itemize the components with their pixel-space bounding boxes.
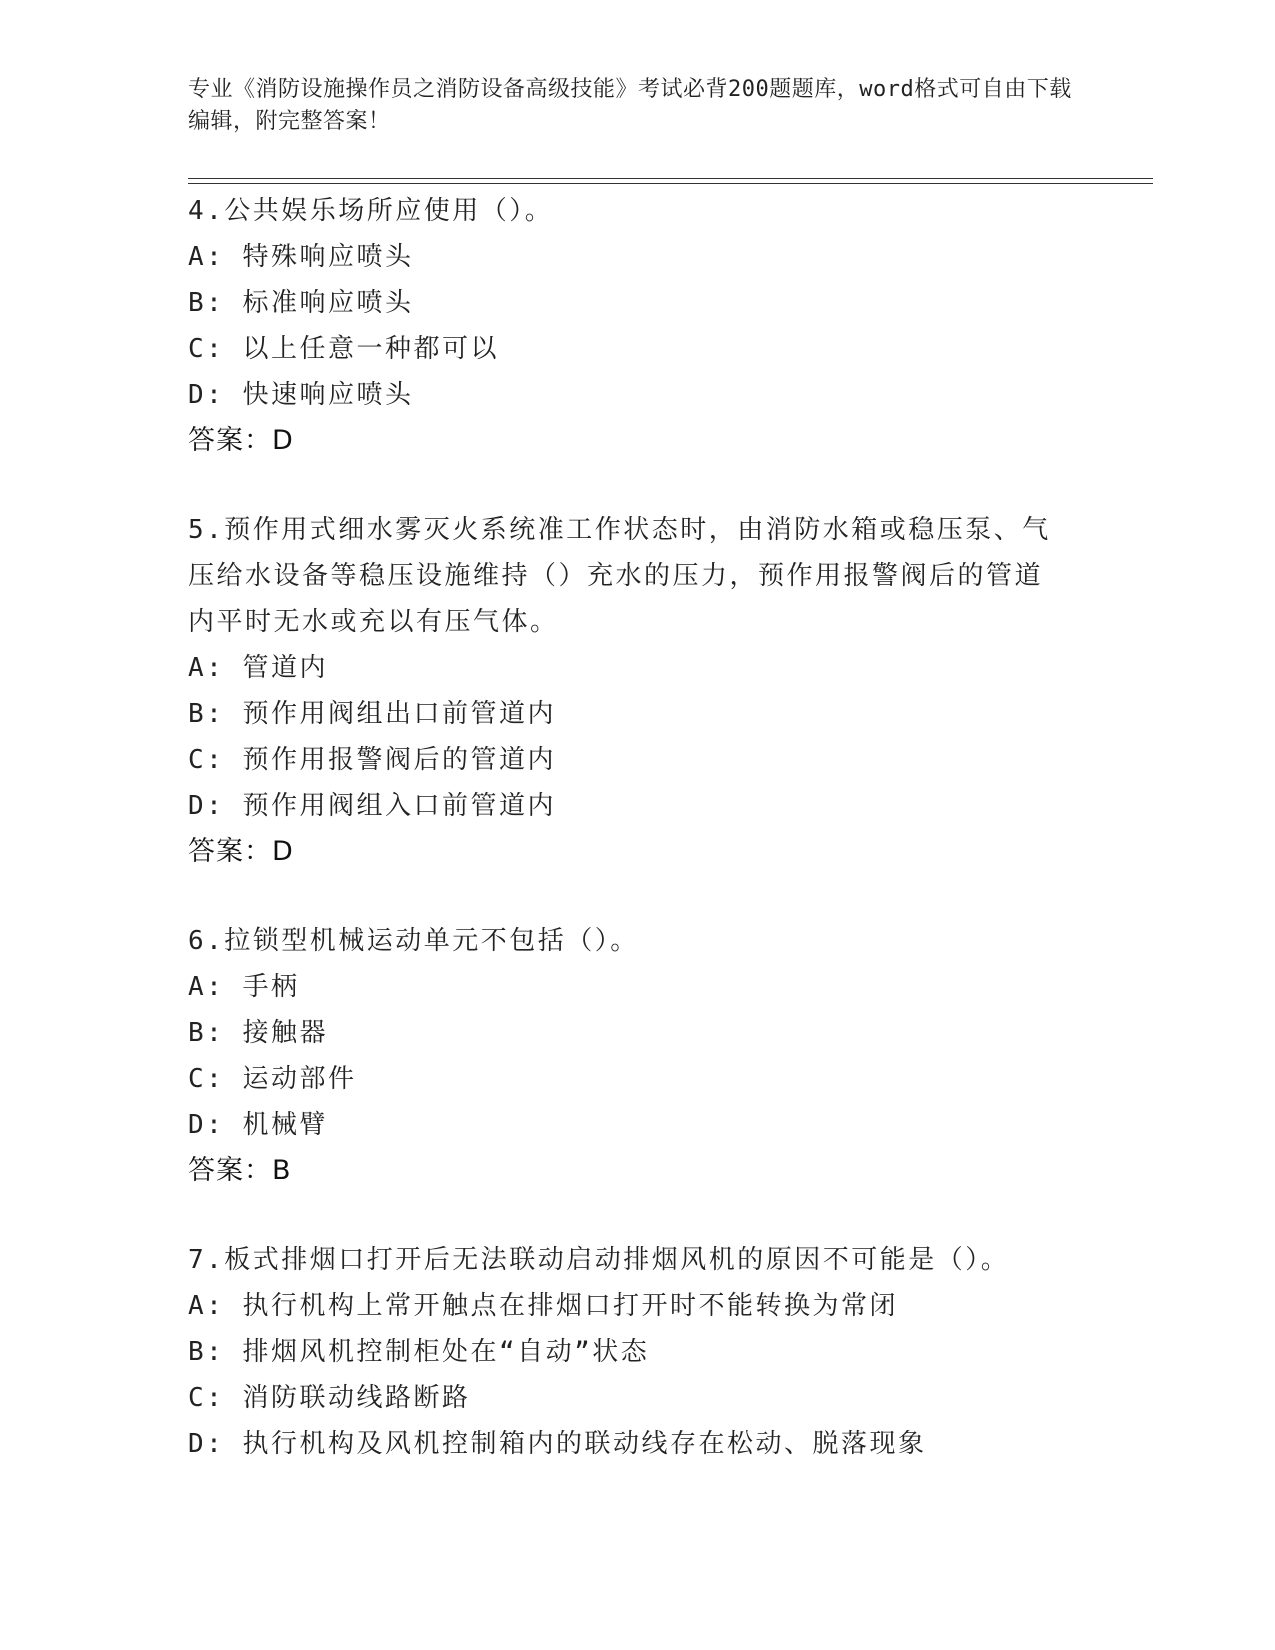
header-divider-bottom [188,183,1153,184]
option-a: A: 特殊响应喷头 [188,242,414,272]
option-d: D: 预作用阀组入口前管道内 [188,791,556,821]
question-stem: 6.拉锁型机械运动单元不包括（）。 [188,926,639,956]
question-stem: 4.公共娱乐场所应使用（）。 [188,196,554,226]
option-d: D: 快速响应喷头 [188,380,414,410]
option-c: C: 消防联动线路断路 [188,1383,471,1413]
option-b: B: 排烟风机控制柜处在“自动”状态 [188,1337,650,1367]
answer: 答案：D [188,836,294,867]
option-a: A: 管道内 [188,653,328,683]
option-b: B: 接触器 [188,1018,328,1048]
option-d: D: 机械臂 [188,1110,328,1140]
question-4 [188,188,1068,464]
question-stem: 5.预作用式细水雾灭火系统准工作状态时，由消防水箱或稳压泵、气压给水设备等稳压设施维持（）充水的压力，预作用报警阀后的管道内平时无水或充以有压气体。 [188,515,1051,637]
question-list [188,188,1068,1510]
document-header: 专业《消防设施操作员之消防设备高级技能》考试必背200题题库，word格式可自由下载编辑，附完整答案！ [188,77,1072,134]
question-7 [188,1237,1068,1467]
option-a: A: 手柄 [188,972,300,1002]
option-c: C: 预作用报警阀后的管道内 [188,745,556,775]
option-b: B: 标准响应喷头 [188,288,414,318]
option-a: A: 执行机构上常开触点在排烟口打开时不能转换为常闭 [188,1291,898,1321]
header-divider-top [188,178,1153,179]
option-b: B: 预作用阀组出口前管道内 [188,699,556,729]
option-c: C: 运动部件 [188,1064,357,1094]
question-stem: 7.板式排烟口打开后无法联动启动排烟风机的原因不可能是（）。 [188,1245,1010,1275]
answer: 答案：B [188,1155,292,1186]
answer: 答案：D [188,425,294,456]
question-6 [188,918,1068,1194]
question-5 [188,507,1068,875]
option-c: C: 以上任意一种都可以 [188,334,499,364]
option-d: D: 执行机构及风机控制箱内的联动线存在松动、脱落现象 [188,1429,927,1459]
